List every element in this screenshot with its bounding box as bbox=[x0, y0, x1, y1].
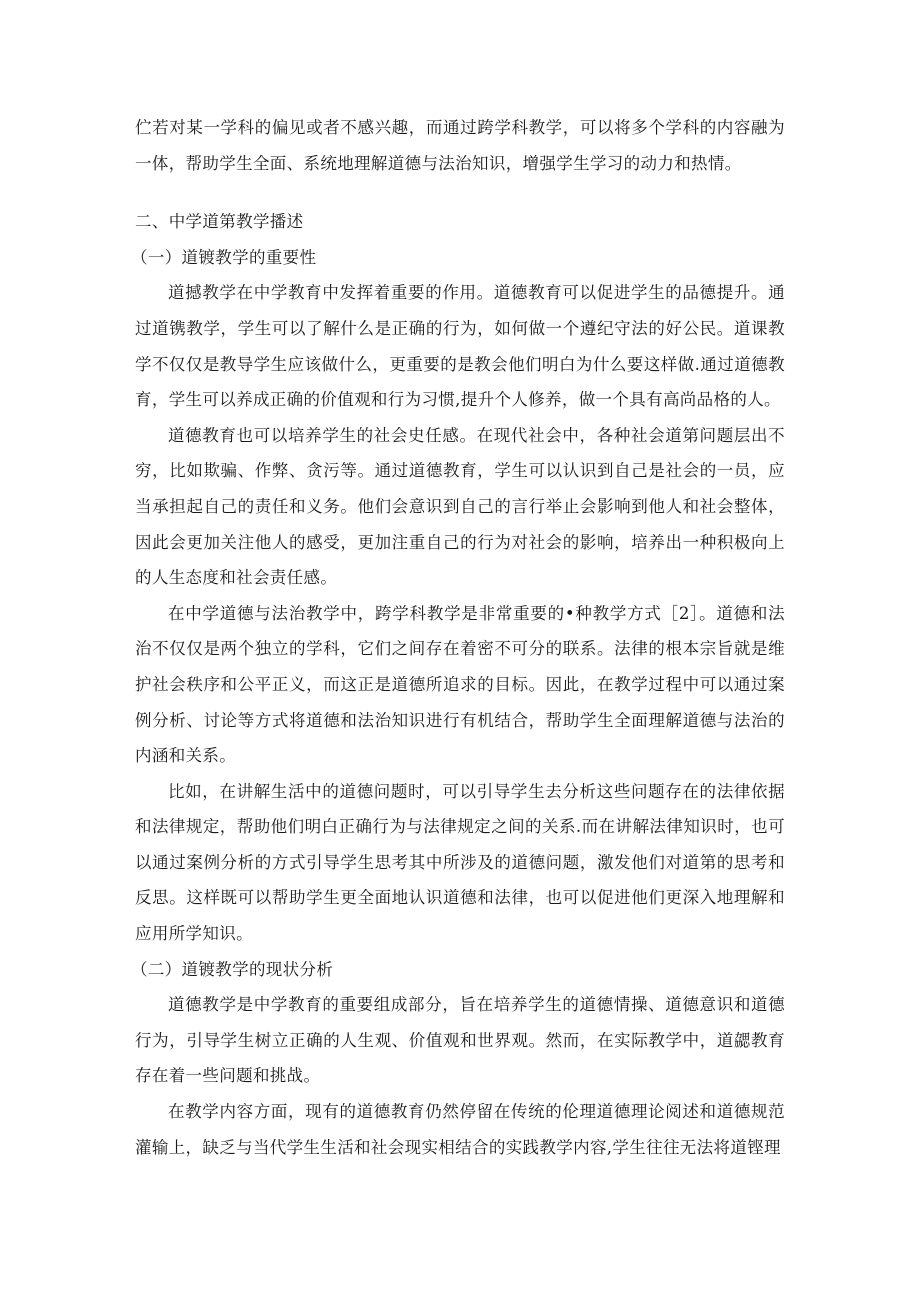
document-body bbox=[131, 110, 785, 1165]
paragraph: 在中学道德与法治教学中，跨学科教学是非常重要的•种教学方式［2］。道德和法治不仅仅是两个独立的学科，它们之间存在着密不可分的联系。法律的根本宗旨就是维护社会秩序和公平正义，而这正是道德所追求的目标。因此，在教学过程中可以通过案例分析、讨论等方式将道德和法治知识进行有机结合，帮助学生全面理解道德与法治的内涵和关系。 bbox=[135, 603, 785, 766]
subsection-title-importance: （一）道镀教学的重要性 bbox=[131, 247, 317, 267]
subsection-title-status: （二）道镀教学的现状分析 bbox=[131, 959, 334, 979]
opening-paragraph: 伫若对某一学科的偏见或者不感兴趣，而通过跨学科教学，可以将多个学科的内容融为一体，帮助学生全面、系统地理解道德与法治知识，增强学生学习的动力和热情。 bbox=[135, 118, 785, 173]
paragraph: 在教学内容方面，现有的道德教育仍然停留在传统的伦理道德理论阅述和道德规范灌输上，缺乏与当代学生生活和社会现实相结合的实践教学内容,学生往往无法将道铿理 bbox=[135, 1102, 785, 1157]
paragraph: 比如，在讲解生活中的道德问题时，可以引导学生去分析这些问题存在的法律依据和法律规定，帮助他们明白正确行为与法律规定之间的关系.而在讲解法律知识时，也可以通过案例分析的方式引导学生思考其中所涉及的道德问题，激发他们对道第的思考和反思。这样既可以帮助学生更全面地认识道德和法律，也可以促进他们更深入地理解和应用所学知识。 bbox=[135, 781, 785, 944]
section-title: 二、中学道第教学播述 bbox=[135, 212, 304, 232]
paragraph: 道德教学是中学教育的重要组成部分，旨在培养学生的道德情操、道德意识和道德行为，引导学生树立正确的人生观、价值观和世界观。然而，在实际教学中，道勰教育存在着一些问题和挑战。 bbox=[135, 995, 785, 1086]
paragraph: 道德教育也可以培养学生的社会史任感。在现代社会中，各种社会道第问题层出不穷，比如欺骗、作弊、贪污等。通过道德教育，学生可以认识到自己是社会的一员，应当承担起自己的责任和义务。他们会意识到自己的言行举止会影响到他人和社会整体，因此会更加关注他人的感受，更加注重自己的行为对社会的影响，培养出一种积极向上的人生态度和社会责任感。 bbox=[135, 425, 785, 588]
paragraph: 道撼教学在中学教育中发挥着重要的作用。道德教育可以促进学生的品德提升。通过道镌教学，学生可以了解什么是正确的行为，如何做一个遵纪守法的好公民。道课教学不仅仅是教导学生应该做什么，更重要的是教会他们明白为什么要这样做.通过道德教育，学生可以养成正确的价值观和行为习惯,提升个人修养，做一个具有高尚品格的人。 bbox=[135, 283, 785, 410]
